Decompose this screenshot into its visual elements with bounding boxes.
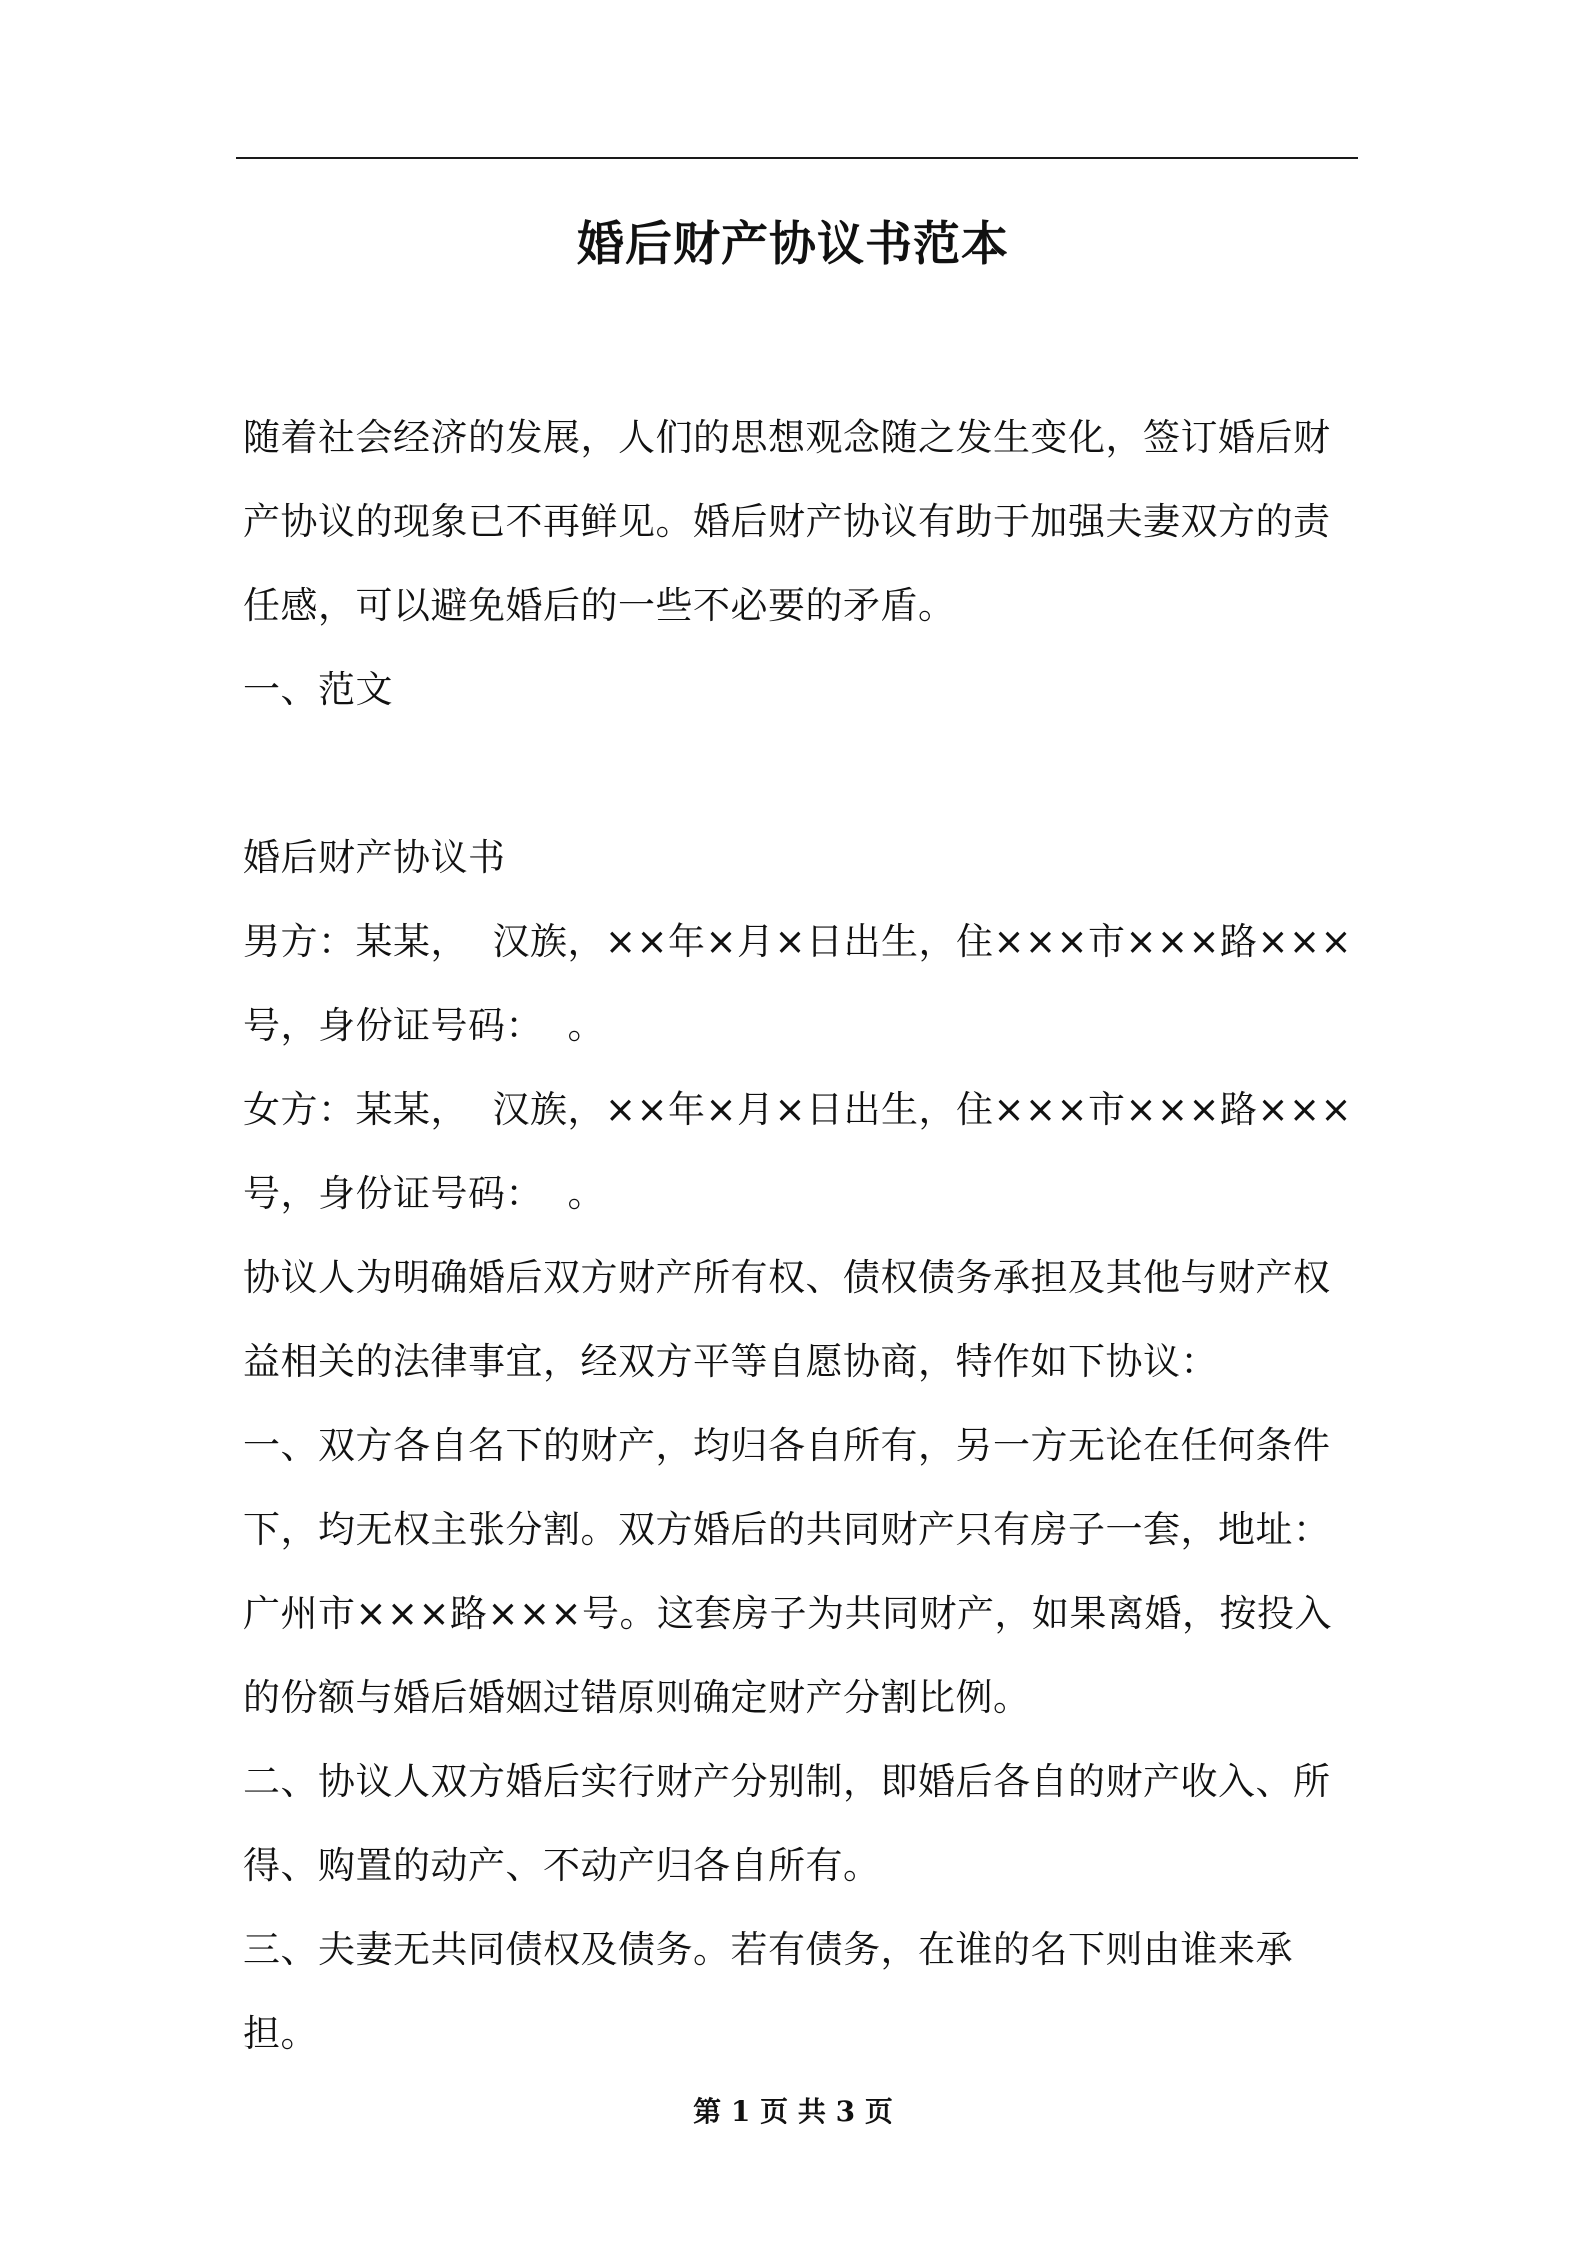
- intro-section: [243, 396, 1358, 732]
- clause-1-paragraph: 一、双方各自名下的财产，均归各自所有，另一方无论在任何条件下，均无权主张分割。双方婚后的共同财产只有房子一套，地址：广州市×××路×××号。这套房子为共同财产，如果离婚，按投入的份额与婚后婚姻过错原则确定财产分割比例。: [243, 1424, 1333, 1719]
- agreement-title: 婚后财产协议书: [243, 836, 506, 879]
- agreement-body: [243, 816, 1358, 2076]
- female-party-paragraph: 女方：某某， 汉族，××年×月×日出生，住×××市×××路×××号，身份证号码： 。: [243, 1088, 1353, 1215]
- intro-paragraph: 随着社会经济的发展，人们的思想观念随之发生变化，签订婚后财产协议的现象已不再鲜见。婚后财产协议有助于加强夫妻双方的责任感，可以避免婚后的一些不必要的矛盾。: [243, 416, 1331, 627]
- header-rule: [236, 157, 1358, 159]
- section-heading: 一、范文: [243, 668, 393, 711]
- clause-3-paragraph: 三、夫妻无共同债权及债务。若有债务，在谁的名下则由谁来承担。: [243, 1928, 1293, 2055]
- page-number: 第 1 页 共 3 页: [693, 2095, 893, 2128]
- clause-2-paragraph: 二、协议人双方婚后实行财产分别制，即婚后各自的财产收入、所得、购置的动产、不动产归各自所有。: [243, 1760, 1331, 1887]
- preamble-paragraph: 协议人为明确婚后双方财产所有权、债权债务承担及其他与财产权益相关的法律事宜，经双方平等自愿协商，特作如下协议：: [243, 1256, 1331, 1383]
- male-party-paragraph: 男方：某某， 汉族，××年×月×日出生，住×××市×××路×××号，身份证号码： 。: [243, 920, 1353, 1047]
- document-title: 婚后财产协议书范本: [577, 217, 1009, 272]
